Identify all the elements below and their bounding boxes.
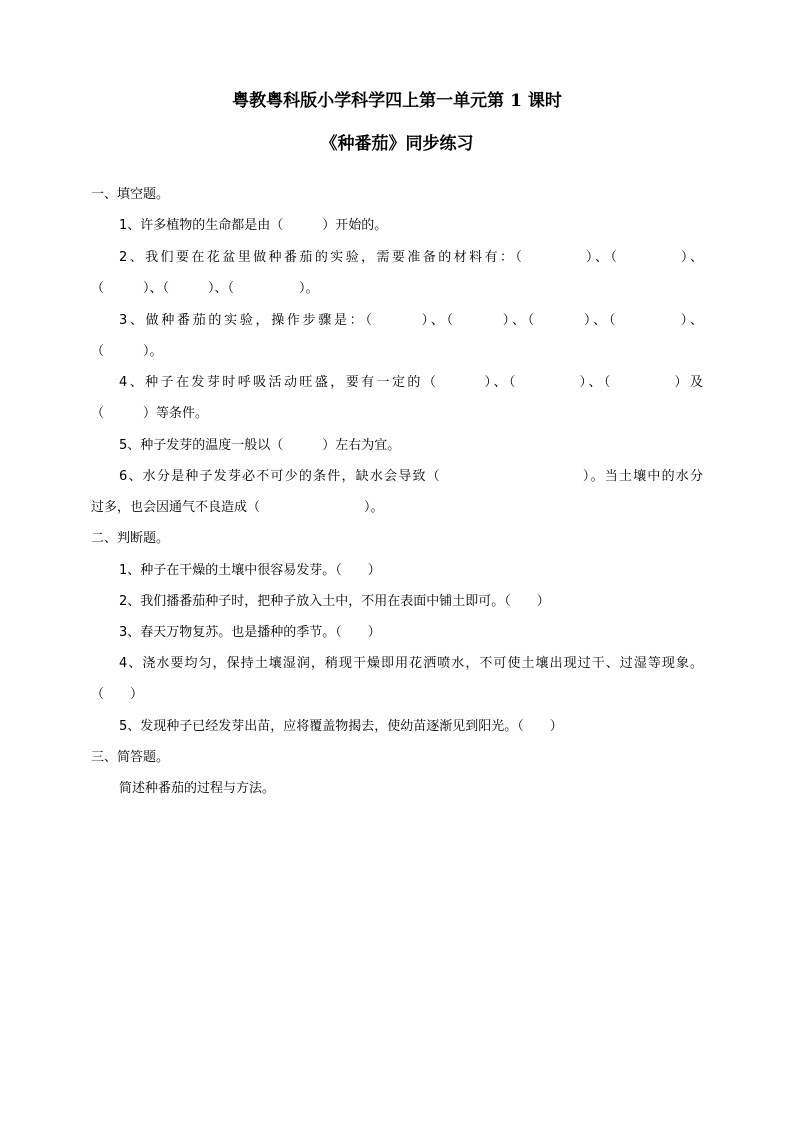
question-tf-4-line-2: （ ） xyxy=(91,687,144,702)
question-tf-3: 3、春天万物复苏。也是播种的季节。（ ） xyxy=(119,625,381,640)
section-heading-short-answer: 三、简答题。 xyxy=(91,750,170,765)
question-short-answer-1: 简述种番茄的过程与方法。 xyxy=(119,781,276,796)
question-fill-2-line-2: （ ）、（ ）、（ ）。 xyxy=(91,281,319,296)
question-tf-1: 1、种子在干燥的土壤中很容易发芽。（ ） xyxy=(119,563,381,578)
section-heading-true-false: 二、判断题。 xyxy=(91,531,170,546)
question-fill-6-line-2: 过多，也会因通气不良造成（ ）。 xyxy=(91,500,384,515)
question-fill-1: 1、许多植物的生命都是由（ ）开始的。 xyxy=(119,218,388,233)
question-tf-5: 5、发现种子已经发芽出苗，应将覆盖物揭去，使幼苗逐渐见到阳光。（ ） xyxy=(119,719,563,734)
question-tf-4-line-1: 4、浇水要均匀，保持土壤湿润，稍现干燥即用花洒喷水，不可使土壤出现过干、过湿等现象。 xyxy=(119,656,703,671)
question-fill-3-line-1: 3、做种番茄的实验，操作步骤是：（ ）、（ ）、（ ）、（ ）、 xyxy=(119,313,703,328)
page-title: 粤教粤科版小学科学四上第一单元第 1 课时 xyxy=(232,91,562,111)
question-fill-4-line-1: 4、种子在发芽时呼吸活动旺盛，要有一定的（ ）、（ ）、（ ）及 xyxy=(119,375,703,390)
question-fill-5: 5、种子发芽的温度一般以（ ）左右为宜。 xyxy=(119,438,401,453)
question-fill-4-line-2: （ ）等条件。 xyxy=(91,406,209,421)
question-tf-2: 2、我们播番茄种子时，把种子放入土中，不用在表面中铺土即可。（ ） xyxy=(119,594,550,609)
page-subtitle: 《种番茄》同步练习 xyxy=(320,134,474,154)
question-fill-2-line-1: 2、我们要在花盆里做种番茄的实验，需要准备的材料有：（ ）、（ ）、 xyxy=(119,250,703,265)
question-fill-6-line-1: 6、水分是种子发芽必不可少的条件，缺水会导致（ ）。当土壤中的水分 xyxy=(119,469,703,484)
question-fill-3-line-2: （ ）。 xyxy=(91,344,163,359)
section-heading-fill-blank: 一、填空题。 xyxy=(91,187,170,202)
